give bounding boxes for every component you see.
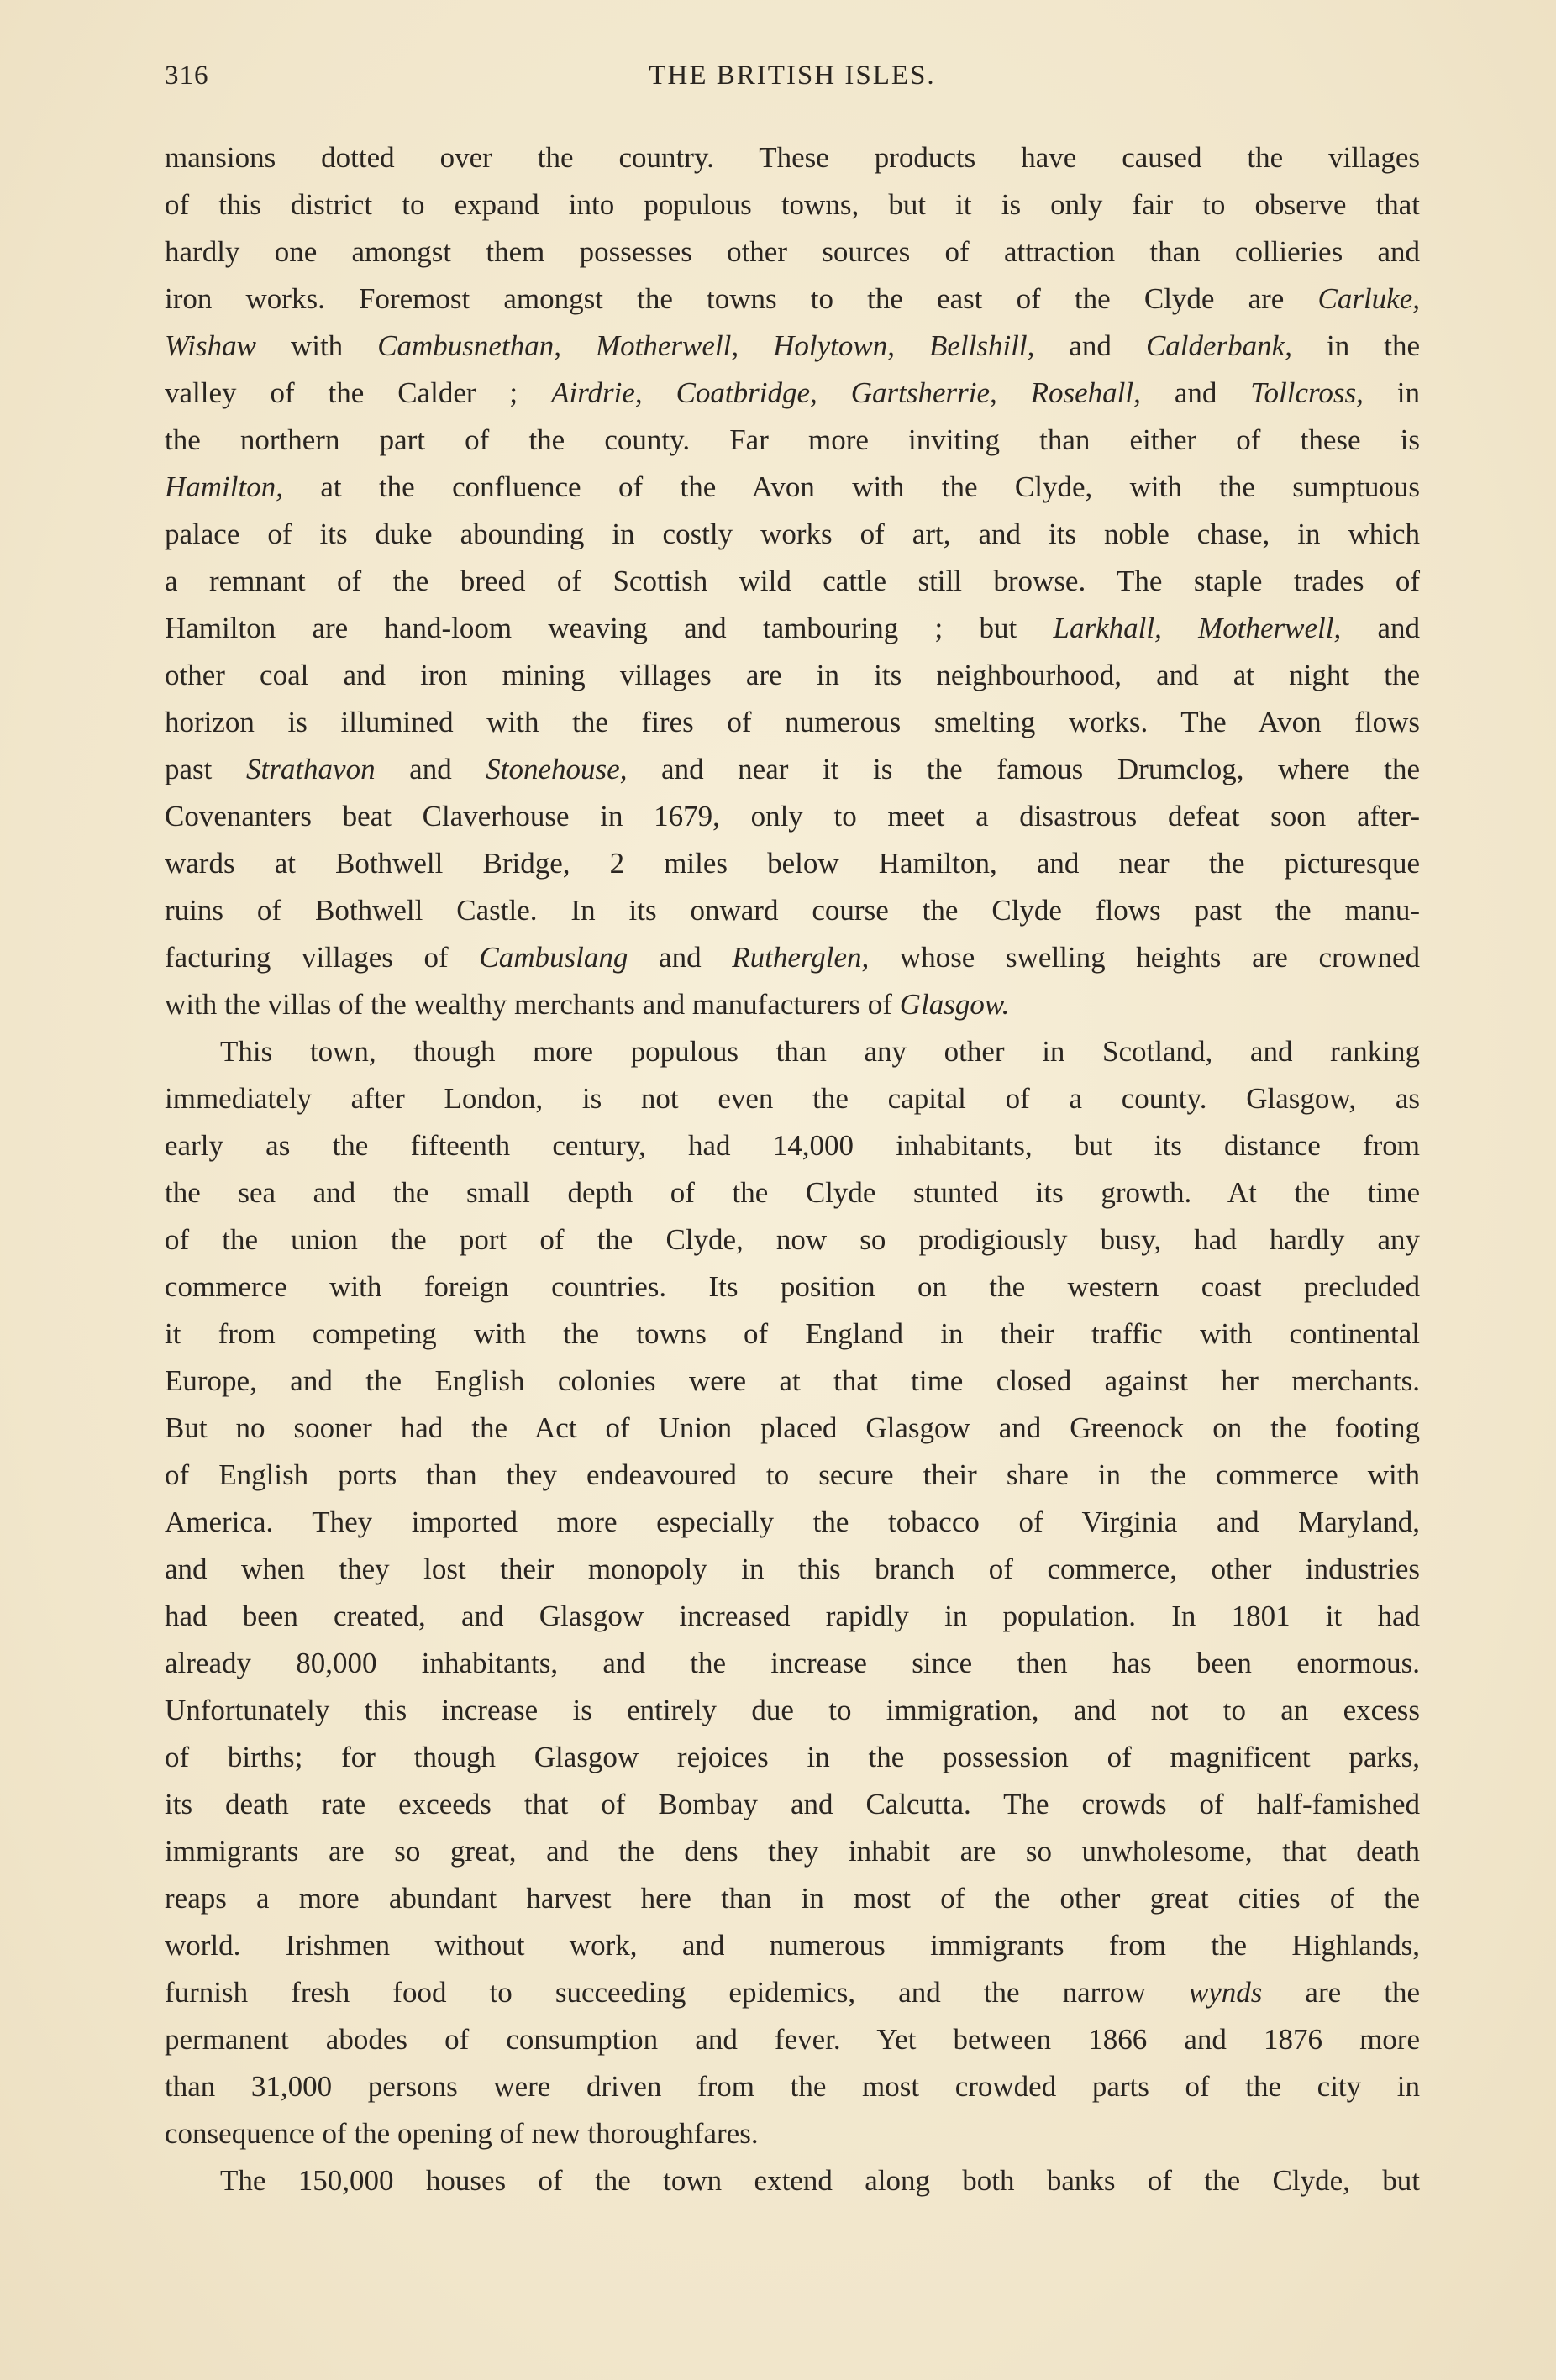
- text-run: immigrants are so great, and the dens they inhabit are so unwholesome, that death: [165, 1835, 1420, 1868]
- italic-place-name: Tollcross,: [1250, 376, 1364, 409]
- italic-place-name: Cambusnethan, Motherwell, Holytown, Bellshill,: [377, 329, 1035, 362]
- text-run: and: [375, 753, 486, 785]
- text-line: [165, 229, 1420, 276]
- text-run: facturing villages of: [165, 941, 480, 974]
- text-line: [165, 2063, 1420, 2110]
- text-run: are the: [1262, 1976, 1421, 2009]
- text-line: [165, 1075, 1420, 1122]
- text-run: permanent abodes of consumption and fever. Yet between 1866 and 1876 more: [165, 2023, 1420, 2056]
- text-line: [165, 1922, 1420, 1969]
- text-line: [165, 2016, 1420, 2063]
- text-run: and: [628, 941, 733, 974]
- italic-place-name: Cambuslang: [479, 941, 628, 974]
- text-line: [165, 934, 1420, 981]
- text-line: [165, 1216, 1420, 1264]
- text-run: hardly one amongst them possesses other sources of attraction than collieries and: [165, 235, 1420, 268]
- text-run: Europe, and the English colonies were at that time closed against her merchants.: [165, 1364, 1420, 1397]
- italic-place-name: Strathavon: [245, 753, 376, 785]
- text-line: [165, 1405, 1420, 1452]
- text-run: and: [1140, 376, 1251, 409]
- text-run: of births; for though Glasgow rejoices in the possession of magnificent parks,: [165, 1741, 1420, 1773]
- text-line: [165, 511, 1420, 558]
- text-line: [165, 1452, 1420, 1499]
- text-line: [165, 1028, 1420, 1075]
- text-run: with: [255, 329, 378, 362]
- italic-place-name: Calderbank,: [1145, 329, 1292, 362]
- text-run: horizon is illumined with the fires of numerous smelting works. The Avon flows: [165, 706, 1420, 738]
- text-run: other coal and iron mining villages are in its neighbourhood, and at night the: [165, 659, 1420, 691]
- text-line: [165, 840, 1420, 887]
- text-run: the northern part of the county. Far more inviting than either of these is: [165, 423, 1420, 456]
- text-line: [165, 699, 1420, 746]
- text-line: [165, 1546, 1420, 1593]
- text-run: The 150,000 houses of the town extend along both banks of the Clyde, but: [220, 2164, 1420, 2197]
- text-line: [165, 652, 1420, 699]
- text-line: [165, 1640, 1420, 1687]
- text-run: past: [165, 753, 246, 785]
- text-run: This town, though more populous than any other in Scotland, and ranking: [220, 1035, 1420, 1068]
- text-line: [165, 746, 1420, 793]
- italic-place-name: Airdrie, Coatbridge, Gartsherrie, Rosehall,: [551, 376, 1141, 409]
- text-run: Unfortunately this increase is entirely due to immigration, and not to an excess: [165, 1694, 1420, 1726]
- text-line: [165, 1781, 1420, 1828]
- text-run: Covenanters beat Claverhouse in 1679, only to meet a disastrous defeat soon after-: [165, 800, 1420, 833]
- text-run: than 31,000 persons were driven from the most crowded parts of the city in: [165, 2070, 1420, 2103]
- italic-place-name: Rutherglen,: [732, 941, 870, 974]
- text-line: [165, 1264, 1420, 1311]
- text-line: [165, 417, 1420, 464]
- text-line: [165, 793, 1420, 840]
- text-run: immediately after London, is not even the capital of a county. Glasgow, as: [165, 1082, 1420, 1115]
- text-run: Hamilton are hand-loom weaving and tambouring ; but: [165, 612, 1054, 644]
- text-run: ruins of Bothwell Castle. In its onward course the Clyde flows past the manu-: [165, 894, 1420, 927]
- text-line: [165, 1734, 1420, 1781]
- text-line: [165, 1311, 1420, 1358]
- italic-place-name: wynds: [1188, 1976, 1263, 2009]
- text-line: [165, 464, 1420, 511]
- text-run: in the: [1291, 329, 1420, 362]
- text-line: [165, 2110, 1420, 2157]
- text-run: already 80,000 inhabitants, and the increase since then has been enormous.: [165, 1647, 1420, 1679]
- text-run: and: [1034, 329, 1146, 362]
- text-run: had been created, and Glasgow increased rapidly in population. In 1801 it had: [165, 1600, 1420, 1632]
- text-run: palace of its duke abounding in costly works of art, and its noble chase, in which: [165, 518, 1420, 550]
- italic-place-name: Stonehouse,: [486, 753, 628, 785]
- text-line: [165, 887, 1420, 934]
- text-run: of this district to expand into populous towns, but it is only fair to observe that: [165, 188, 1420, 221]
- italic-place-name: Larkhall, Motherwell,: [1053, 612, 1342, 644]
- text-run: and: [1341, 612, 1420, 644]
- text-line: [165, 981, 1420, 1028]
- text-run: at the confluence of the Avon with the Clyde, with the sumptuous: [282, 470, 1420, 503]
- body-text: [165, 134, 1420, 2204]
- running-title: THE BRITISH ISLES.: [649, 60, 936, 91]
- text-run: commerce with foreign countries. Its position on the western coast precluded: [165, 1270, 1420, 1303]
- text-line: [165, 1358, 1420, 1405]
- text-run: and near it is the famous Drumclog, where the: [627, 753, 1420, 785]
- text-run: of English ports than they endeavoured to secure their share in the commerce with: [165, 1458, 1420, 1491]
- text-run: But no sooner had the Act of Union placed Glasgow and Greenock on the footing: [165, 1411, 1420, 1444]
- text-run: reaps a more abundant harvest here than in most of the other great cities of the: [165, 1882, 1420, 1915]
- text-run: wards at Bothwell Bridge, 2 miles below Hamilton, and near the picturesque: [165, 847, 1420, 880]
- text-line: [165, 1593, 1420, 1640]
- text-line: [165, 1875, 1420, 1922]
- text-line: [165, 323, 1420, 370]
- text-line: [165, 1687, 1420, 1734]
- text-run: early as the fifteenth century, had 14,000 inhabitants, but its distance from: [165, 1129, 1420, 1162]
- text-line: [165, 558, 1420, 605]
- text-run: its death rate exceeds that of Bombay and Calcutta. The crowds of half-famished: [165, 1788, 1420, 1820]
- page-header: [165, 60, 1420, 102]
- italic-place-name: Hamilton,: [165, 470, 283, 503]
- text-line: [165, 2157, 1420, 2204]
- italic-place-name: Glasgow.: [899, 988, 1010, 1021]
- page-number: 316: [165, 60, 209, 91]
- text-line: [165, 1828, 1420, 1875]
- text-run: in: [1363, 376, 1420, 409]
- text-line: [165, 276, 1420, 323]
- text-line: [165, 1499, 1420, 1546]
- text-run: of the union the port of the Clyde, now so prodigiously busy, had hardly any: [165, 1223, 1420, 1256]
- italic-place-name: Wishaw: [165, 329, 256, 362]
- text-run: iron works. Foremost amongst the towns to the east of the Clyde are: [165, 282, 1318, 315]
- text-run: furnish fresh food to succeeding epidemics, and the narrow: [165, 1976, 1189, 2009]
- text-run: America. They imported more especially the tobacco of Virginia and Maryland,: [165, 1505, 1420, 1538]
- text-run: world. Irishmen without work, and numerous immigrants from the Highlands,: [165, 1929, 1420, 1962]
- text-run: consequence of the opening of new thoroughfares.: [165, 2117, 759, 2150]
- text-line: [165, 1122, 1420, 1169]
- text-run: a remnant of the breed of Scottish wild cattle still browse. The staple trades of: [165, 565, 1420, 597]
- text-run: whose swelling heights are crowned: [869, 941, 1420, 974]
- text-run: it from competing with the towns of England in their traffic with continental: [165, 1317, 1420, 1350]
- text-line: [165, 1169, 1420, 1216]
- text-line: [165, 1969, 1420, 2016]
- text-run: valley of the Calder ;: [165, 376, 552, 409]
- italic-place-name: Carluke,: [1317, 282, 1420, 315]
- text-line: [165, 134, 1420, 181]
- text-line: [165, 370, 1420, 417]
- text-run: and when they lost their monopoly in this branch of commerce, other industries: [165, 1553, 1420, 1585]
- text-run: the sea and the small depth of the Clyde stunted its growth. At the time: [165, 1176, 1420, 1209]
- text-run: mansions dotted over the country. These products have caused the villages: [165, 141, 1420, 174]
- text-line: [165, 605, 1420, 652]
- text-run: with the villas of the wealthy merchants and manufacturers of: [165, 988, 900, 1021]
- text-line: [165, 181, 1420, 229]
